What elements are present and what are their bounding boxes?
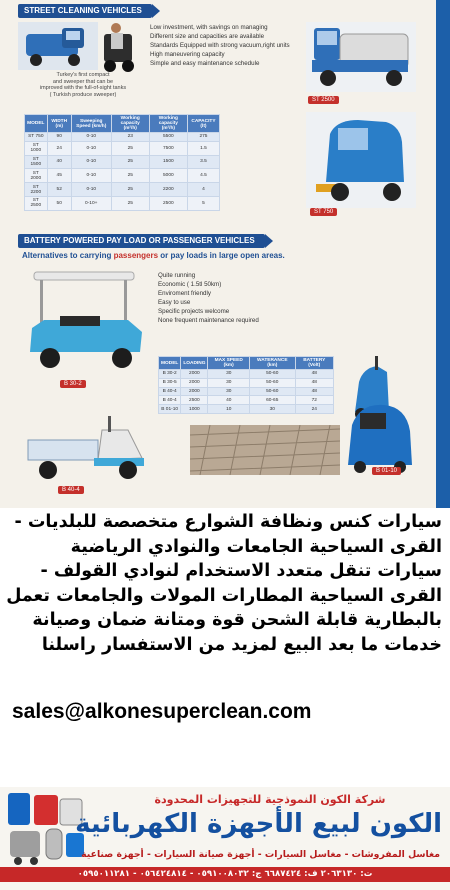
- table-header-cell: Working capacity (m²/h): [149, 115, 187, 133]
- battery-features-list: [158, 271, 259, 325]
- table-header-cell: WATERANCE (km): [250, 357, 295, 370]
- table-cell: 50-60: [250, 387, 295, 396]
- table-cell: 5500: [149, 133, 187, 142]
- feature-item: Simple and easy maintenance schedule: [150, 60, 260, 67]
- table-header-row: [159, 357, 334, 370]
- table-row: [159, 387, 334, 396]
- operator-sweeper-image: [100, 18, 138, 74]
- table-cell: 25: [111, 196, 149, 210]
- table-cell: 4.5: [187, 169, 219, 183]
- arabic-line: سيارات كنس ونظافة الشوارع متخصصة للبلديات -: [14, 512, 442, 532]
- street-features-list: [150, 23, 290, 68]
- table-cell: 52: [47, 183, 71, 197]
- table-cell: 2500: [181, 396, 208, 405]
- golf-cart-image: [24, 268, 146, 378]
- battery-spec-table: [158, 356, 334, 414]
- table-cell: 40: [47, 155, 71, 169]
- st2500-sweeper-image: [306, 22, 416, 92]
- table-header-row: [25, 115, 220, 133]
- table-cell: 2500: [149, 196, 187, 210]
- table-cell: 50: [47, 196, 71, 210]
- table-row: [25, 169, 220, 183]
- table-cell: 0-10: [71, 141, 111, 155]
- table-cell: B 30-2: [159, 370, 181, 379]
- table-cell: 5: [187, 196, 219, 210]
- table-cell: 50-60: [250, 370, 295, 379]
- table-header-cell: Sweeping Speed (km/h): [71, 115, 111, 133]
- brochure-edge-stripe: [436, 0, 450, 508]
- feature-item: Enviroment friendly: [158, 290, 211, 297]
- battery-subtitle: [22, 251, 285, 260]
- table-cell: ST 1500: [25, 155, 48, 169]
- table-cell: 1.5: [187, 141, 219, 155]
- table-cell: 40: [208, 396, 250, 405]
- arabic-line: سيارات تنقل متعدد الاستخدام لنوادي القولف -: [40, 561, 442, 581]
- table-cell: 45: [47, 169, 71, 183]
- table-cell: B 40-4: [159, 387, 181, 396]
- table-cell: 0-10: [71, 133, 111, 142]
- table-cell: 60-65: [250, 396, 295, 405]
- table-cell: 0-10: [71, 155, 111, 169]
- feature-item: Quite running: [158, 272, 196, 279]
- model-tag-st2500: ST 2500: [308, 96, 339, 104]
- table-cell: B 30-5: [159, 378, 181, 387]
- table-cell: 2000: [181, 370, 208, 379]
- company-subtitle: شركة الكون النموذجية للتجهيزات المحدودة: [154, 793, 386, 806]
- table-cell: ST 750: [25, 133, 48, 142]
- table-header-cell: CAPACITY (lt): [187, 115, 219, 133]
- arabic-line: القرى السياحية المطارات المولات والجامعات تعمل: [6, 585, 442, 606]
- table-cell: 0-10: [71, 169, 111, 183]
- battery-vehicles-header: BATTERY POWERED PAY LOAD OR PASSENGER VEHICLES: [18, 234, 265, 248]
- table-header-cell: MODEL: [159, 357, 181, 370]
- table-header-cell: Working capacity (m²/h): [111, 115, 149, 133]
- feature-item: Low investment, with savings on managing: [150, 24, 268, 31]
- table-header-cell: BATTERY (Volt): [295, 357, 334, 370]
- feature-item: None frequent maintenance required: [158, 317, 259, 324]
- table-cell: B 40-4: [159, 396, 181, 405]
- table-row: [25, 183, 220, 197]
- table-row: [159, 370, 334, 379]
- table-cell: ST 2200: [25, 183, 48, 197]
- table-cell: 1500: [149, 155, 187, 169]
- feature-item: Standards Equipped with strong vacuum,right units: [150, 42, 290, 49]
- table-cell: ST 2000: [25, 169, 48, 183]
- table-cell: 275: [187, 133, 219, 142]
- table-cell: 30: [208, 387, 250, 396]
- table-cell: 24: [295, 405, 334, 414]
- table-cell: 5000: [149, 169, 187, 183]
- table-cell: 0-10: [71, 183, 111, 197]
- table-cell: 1000: [181, 405, 208, 414]
- table-row: [159, 405, 334, 414]
- utility-cart-image: [24, 410, 154, 484]
- model-tag-b01-10: B 01-10: [372, 467, 401, 475]
- table-cell: 25: [111, 169, 149, 183]
- table-header-cell: WIDTH (m): [47, 115, 71, 133]
- table-cell: ST 1000: [25, 141, 48, 155]
- table-cell: 30: [250, 405, 295, 414]
- model-tag-b40-4: B 40-4: [58, 486, 84, 494]
- arabic-line: بالبطارية قابلة الشحن قوة ومتانة ضمان وصيانة: [32, 610, 442, 630]
- table-cell: 72: [295, 396, 334, 405]
- caption-line: and sweeper that can be: [52, 78, 114, 85]
- table-cell: 30: [208, 378, 250, 387]
- table-cell: 30: [208, 370, 250, 379]
- table-header-cell: MODEL: [25, 115, 48, 133]
- table-cell: 50-60: [250, 378, 295, 387]
- arabic-line: خدمات ما بعد البيع لمزيد من الاستفسار راسلنا: [41, 634, 442, 655]
- table-cell: 24: [47, 141, 71, 155]
- feature-item: High maneuvering capacity: [150, 51, 225, 58]
- table-cell: 2000: [181, 387, 208, 396]
- caption-line: improved with the full-of-sight tanks: [39, 85, 127, 91]
- table-cell: 3.5: [187, 155, 219, 169]
- table-header-cell: LOADING: [181, 357, 208, 370]
- table-row: [159, 378, 334, 387]
- table-row: [25, 155, 220, 169]
- pavement-photo: [190, 425, 340, 475]
- table-cell: B 01-10: [159, 405, 181, 414]
- caption-line: ( Turkish produce sweeper): [49, 91, 117, 98]
- feature-item: Different size and capacities are available: [150, 33, 265, 40]
- st750-sweeper-image: [306, 112, 416, 208]
- table-cell: 4: [187, 183, 219, 197]
- feature-item: Economic ( 1.5tl 50km): [158, 281, 222, 288]
- table-cell: 25: [111, 141, 149, 155]
- floor-sweeper-image: [340, 395, 416, 473]
- table-cell: 0-10+: [71, 196, 111, 210]
- table-row: [159, 396, 334, 405]
- feature-item: Specific projects welcome: [158, 308, 230, 315]
- table-row: [25, 196, 220, 210]
- table-cell: 23: [111, 133, 149, 142]
- compact-sweeper-caption: [28, 72, 138, 98]
- table-cell: ST 2500: [25, 196, 48, 210]
- caption-line: Turkey's first compact: [56, 72, 110, 78]
- table-row: [25, 141, 220, 155]
- subtitle-text: Alternatives to carrying: [22, 251, 114, 260]
- subtitle-highlight: passengers: [113, 251, 159, 260]
- company-banner: [0, 787, 450, 890]
- table-cell: 48: [295, 387, 334, 396]
- company-services: مغاسل المفروشات - مغاسل السيارات - أجهزة صيانة السيارات - أجهزة صناعية: [81, 849, 440, 860]
- table-cell: 48: [295, 378, 334, 387]
- table-cell: 90: [47, 133, 71, 142]
- table-header-cell: MAX SPEED (km): [208, 357, 250, 370]
- table-cell: 25: [111, 183, 149, 197]
- table-cell: 7500: [149, 141, 187, 155]
- table-cell: 48: [295, 370, 334, 379]
- table-cell: 2200: [149, 183, 187, 197]
- street-spec-table: [24, 114, 220, 211]
- contact-email[interactable]: sales@alkonesuperclean.com: [12, 700, 312, 723]
- table-cell: 25: [111, 155, 149, 169]
- table-cell: 10: [208, 405, 250, 414]
- compact-sweeper-image: [18, 22, 98, 70]
- feature-item: Easy to use: [158, 299, 191, 306]
- street-cleaning-header: STREET CLEANING VEHICLES: [18, 4, 152, 18]
- arabic-line: القرى السياحية الجامعات والنوادي الرياضية: [70, 536, 442, 557]
- company-phone-bar: ت: ٢٠٦٣١٣٠ ف: ٦٦٨٧٤٢٤ ج: ٠٥٩١٠٠٨٠٣٢ - ٠٥٦٤٢٤٨١٤ - ٠٥٩٥٠١١٢٨١: [0, 867, 450, 882]
- table-cell: 2000: [181, 378, 208, 387]
- model-tag-b30-2: B 30-2: [60, 380, 86, 388]
- subtitle-text: or pay loads in large open areas.: [158, 251, 285, 260]
- company-title: الكون لبيع الأجهزة الكهربائية: [75, 809, 442, 839]
- model-tag-st750: ST 750: [310, 208, 337, 216]
- arabic-description: [0, 510, 450, 657]
- table-row: [25, 133, 220, 142]
